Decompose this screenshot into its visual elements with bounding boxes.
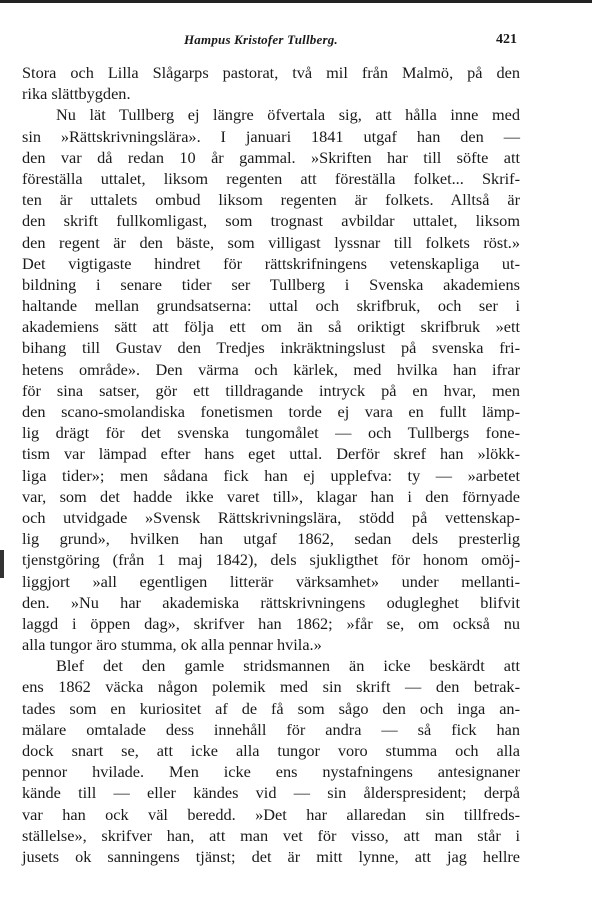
top-rule (0, 0, 592, 3)
text-line: Blef det den gamle stridsmannen än icke beskärdt att (56, 656, 520, 676)
text-line: liggjort »all egentligen litterär värksamhet» under mellanti- (22, 571, 520, 591)
text-line: tism var lämpad efter hans eget uttal. Derför skref han »lökk- (22, 444, 520, 464)
page-number: 421 (496, 32, 517, 47)
page-header (0, 32, 592, 54)
running-title: Hampus Kristofer Tullberg. (184, 32, 338, 47)
text-line: kände till — eller kändes vid — sin ålderspresident; derpå (22, 783, 520, 803)
text-line: den skrift fullkomligast, som trognast avbildar uttalet, liksom (22, 211, 520, 231)
text-line: och utvidgade »Svensk Rättskrivningslära, stödd på vettenskap- (22, 507, 520, 527)
text-line: föreställa uttalet, liksom regenten att föreställa folket... Skrif- (22, 168, 520, 188)
text-line: alla tungor äro stumma, ok alla pennar hvila.» (22, 635, 322, 655)
text-line: laggd i öppen dag», skrifver han 1862; »får se, om också nu (22, 613, 520, 633)
text-line: Nu lät Tullberg ej längre öfvertala sig, att hålla inne med (56, 105, 520, 125)
text-line: akademiens sätt att följa ett om än så oriktigt skrifbruk »ett (22, 317, 520, 337)
text-line: Stora och Lilla Slågarps pastorat, två mil från Malmö, på den (22, 63, 520, 82)
text-line: ens 1862 väcka någon polemik med sin skrift — den betrak- (22, 677, 520, 697)
text-line: bildning i senare tider ser Tullberg i Svenska akademiens (22, 274, 520, 294)
text-line: dock snart se, att icke alla tungor voro stumma och alla (22, 741, 520, 760)
text-line: sin »Rättskrivningslära». I januari 1841 utgaf han den — (22, 126, 520, 146)
text-line: lig grund», hvilken han utgaf 1862, sedan dels presterlig (22, 529, 520, 549)
text-line: pennor hvilade. Men icke ens nystafningens antesignaner (22, 762, 520, 782)
margin-mark (0, 550, 4, 578)
text-line: ten är uttalets ombud liksom regenten är folkets. Alltså är (22, 190, 520, 210)
text-line: haltande mellan grundsatserna: uttal och skrifbruk, och ser i (22, 296, 520, 316)
text-line: den var då redan 10 år gammal. »Skriften har till söfte att (22, 147, 520, 167)
text-line: jusets ok sanningens tjänst; det är mitt lynne, att jag hellre (22, 846, 520, 866)
text-line: var, som det hadde ikke varet till», klagar han i den förnyade (22, 486, 520, 506)
text-line: den scano-smolandiska fonetismen torde ej vara en fullt lämp- (22, 402, 520, 421)
text-line: den. »Nu har akademiska rättskrivningens odugleghet blifvit (22, 592, 520, 612)
text-line: den regent är den bäste, som villigast lyssnar till folkets röst.» (22, 232, 520, 252)
text-line: tjenstgöring (från 1 maj 1842), dels sjukligthet för honom omöj- (22, 550, 520, 570)
text-line: tades som en kuriositet af de få som sågo den och inga an- (22, 698, 520, 718)
body-text (22, 62, 520, 867)
text-line: för sina satser, gör ett tilldragande intryck på en hvar, men (22, 380, 520, 400)
text-line: var han ock väl beredd. »Det har allaredan sin tillfreds- (22, 804, 520, 824)
text-line: hetens område». Den värma och kärlek, med hvilka han ifrar (22, 359, 520, 379)
text-line: bihang till Gustav den Tredjes inkräktningslust på svenska fri- (22, 338, 520, 358)
text-line: rika slättbygden. (22, 84, 131, 104)
text-line: liga tider»; men sådana fick han ej upplefva: ty — »arbetet (22, 465, 520, 485)
text-line: mälare omtalade dess innehåll för andra — så fick han (22, 719, 520, 739)
text-line: ställelse», skrifver han, att man vet för visso, att man står i (22, 825, 520, 845)
text-line: lig drägt för det svenska tungomålet — och Tullbergs fone- (22, 423, 520, 443)
text-line: Det vigtigaste hindret för rättskrifningens vetenskapliga ut- (22, 253, 520, 273)
